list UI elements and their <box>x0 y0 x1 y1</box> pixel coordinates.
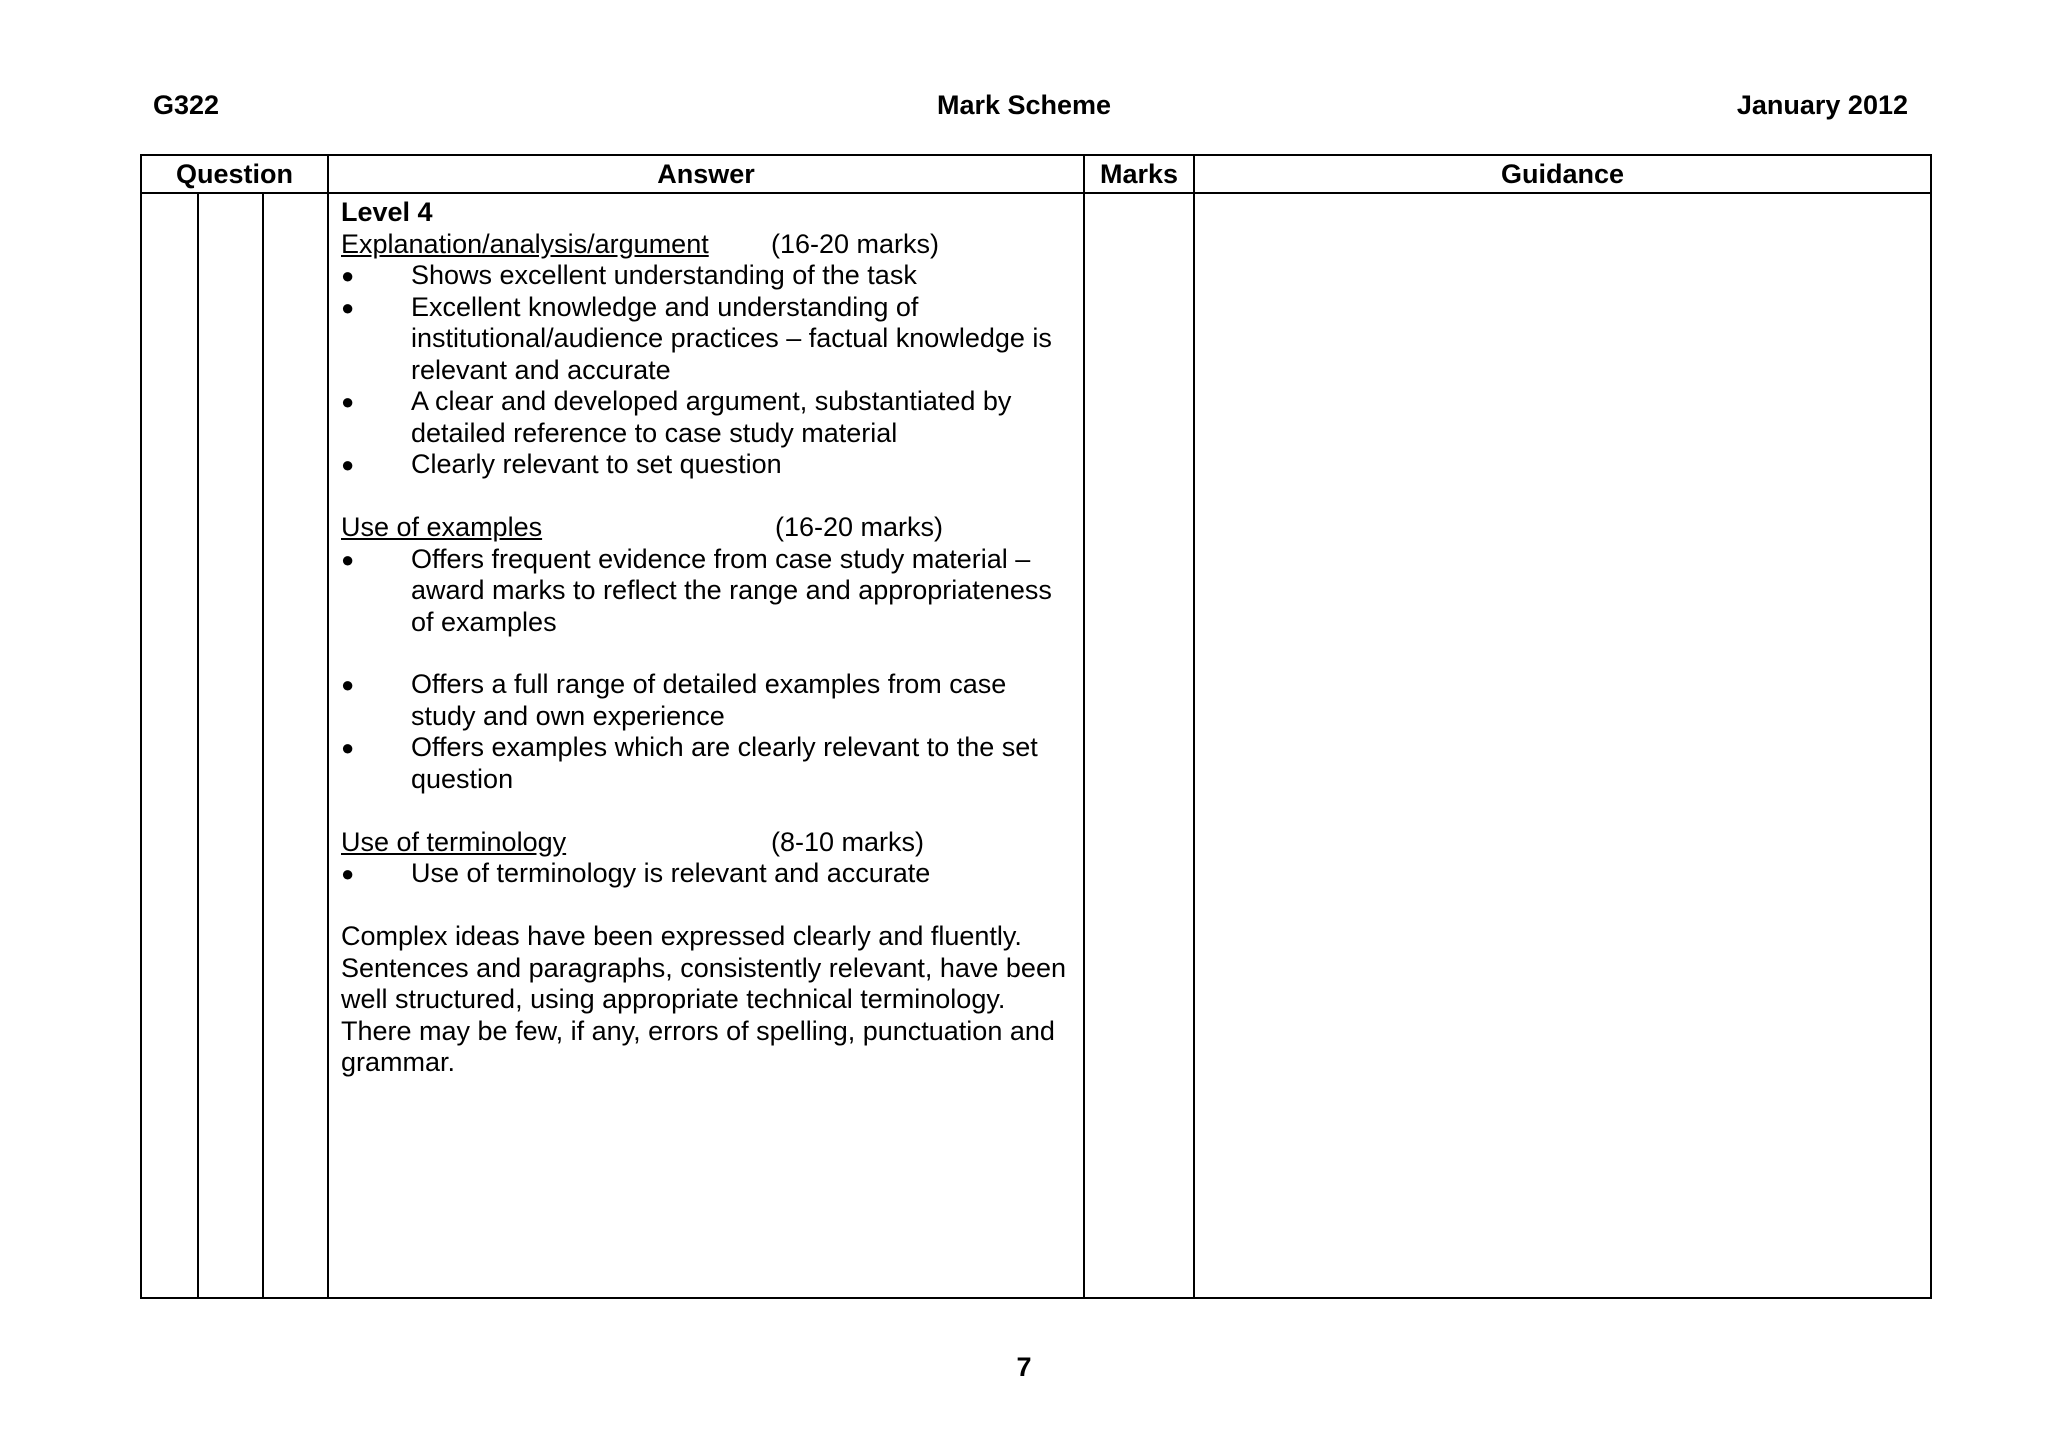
closing-paragraph: Complex ideas have been expressed clearly and fluently. Sentences and paragraphs, consistently relevant, have been well structured, using appropriate technical terminology. There may be few, if any, errors of spelling, punctuation and grammar. <box>341 921 1066 1077</box>
bullet-list <box>341 544 1073 796</box>
level-heading: Level 4 <box>341 197 433 227</box>
table-row <box>141 193 1931 1298</box>
section-marks: (16-20 marks) <box>775 512 944 542</box>
list-item: ● Offers a full range of detailed examples from case study and own experience <box>341 669 1007 731</box>
document-code: G322 <box>153 90 220 120</box>
bullet-list <box>341 260 1073 481</box>
document-date: January 2012 <box>1736 90 1908 120</box>
document-title: Mark Scheme <box>936 90 1112 120</box>
bullet-icon: ● <box>341 452 355 477</box>
answer-cell <box>328 193 1084 1298</box>
bullet-icon: ● <box>341 294 355 320</box>
table-header-row <box>141 155 1931 193</box>
list-item: ● Shows excellent understanding of the task <box>341 260 917 290</box>
bullet-icon: ● <box>341 672 355 697</box>
column-header-answer: Answer <box>328 155 1084 193</box>
bullet-icon: ● <box>341 861 355 886</box>
column-header-question: Question <box>141 155 328 193</box>
marks-cell <box>1084 193 1194 1298</box>
bullet-icon: ● <box>341 546 355 572</box>
question-cell-1 <box>141 193 198 1298</box>
list-item: ● Use of terminology is relevant and accurate <box>341 858 931 888</box>
list-item: ● Offers examples which are clearly relevant to the set question <box>341 732 1038 794</box>
mark-scheme-table <box>140 154 1932 1299</box>
question-cell-3 <box>263 193 328 1298</box>
list-item: ● Excellent knowledge and understanding of institutional/audience practices – factual knowledge is relevant and accurate <box>341 291 1052 385</box>
bullet-icon: ● <box>341 263 355 288</box>
section-marks: (16-20 marks) <box>771 228 940 259</box>
section-heading <box>341 827 1073 859</box>
list-item: ● Clearly relevant to set question <box>341 449 782 479</box>
list-item: ● A clear and developed argument, substantiated by detailed reference to case study material <box>341 386 1012 448</box>
list-item: ● Offers frequent evidence from case study material – award marks to reflect the range and appropriateness of examples <box>341 543 1052 637</box>
question-cell-2 <box>198 193 263 1298</box>
section-heading <box>341 229 1073 261</box>
column-header-marks: Marks <box>1084 155 1194 193</box>
section-marks: (8-10 marks) <box>771 826 925 857</box>
bullet-list <box>341 858 1073 890</box>
bullet-icon: ● <box>341 735 355 760</box>
section-heading <box>341 512 1073 544</box>
section-title: Explanation/analysis/argument <box>341 228 709 259</box>
section-title: Use of terminology <box>341 826 567 857</box>
column-header-guidance: Guidance <box>1194 155 1931 193</box>
page-number: 7 <box>1016 1352 1032 1382</box>
section-title: Use of examples <box>341 512 543 542</box>
guidance-cell <box>1194 193 1931 1298</box>
bullet-icon: ● <box>341 389 355 414</box>
